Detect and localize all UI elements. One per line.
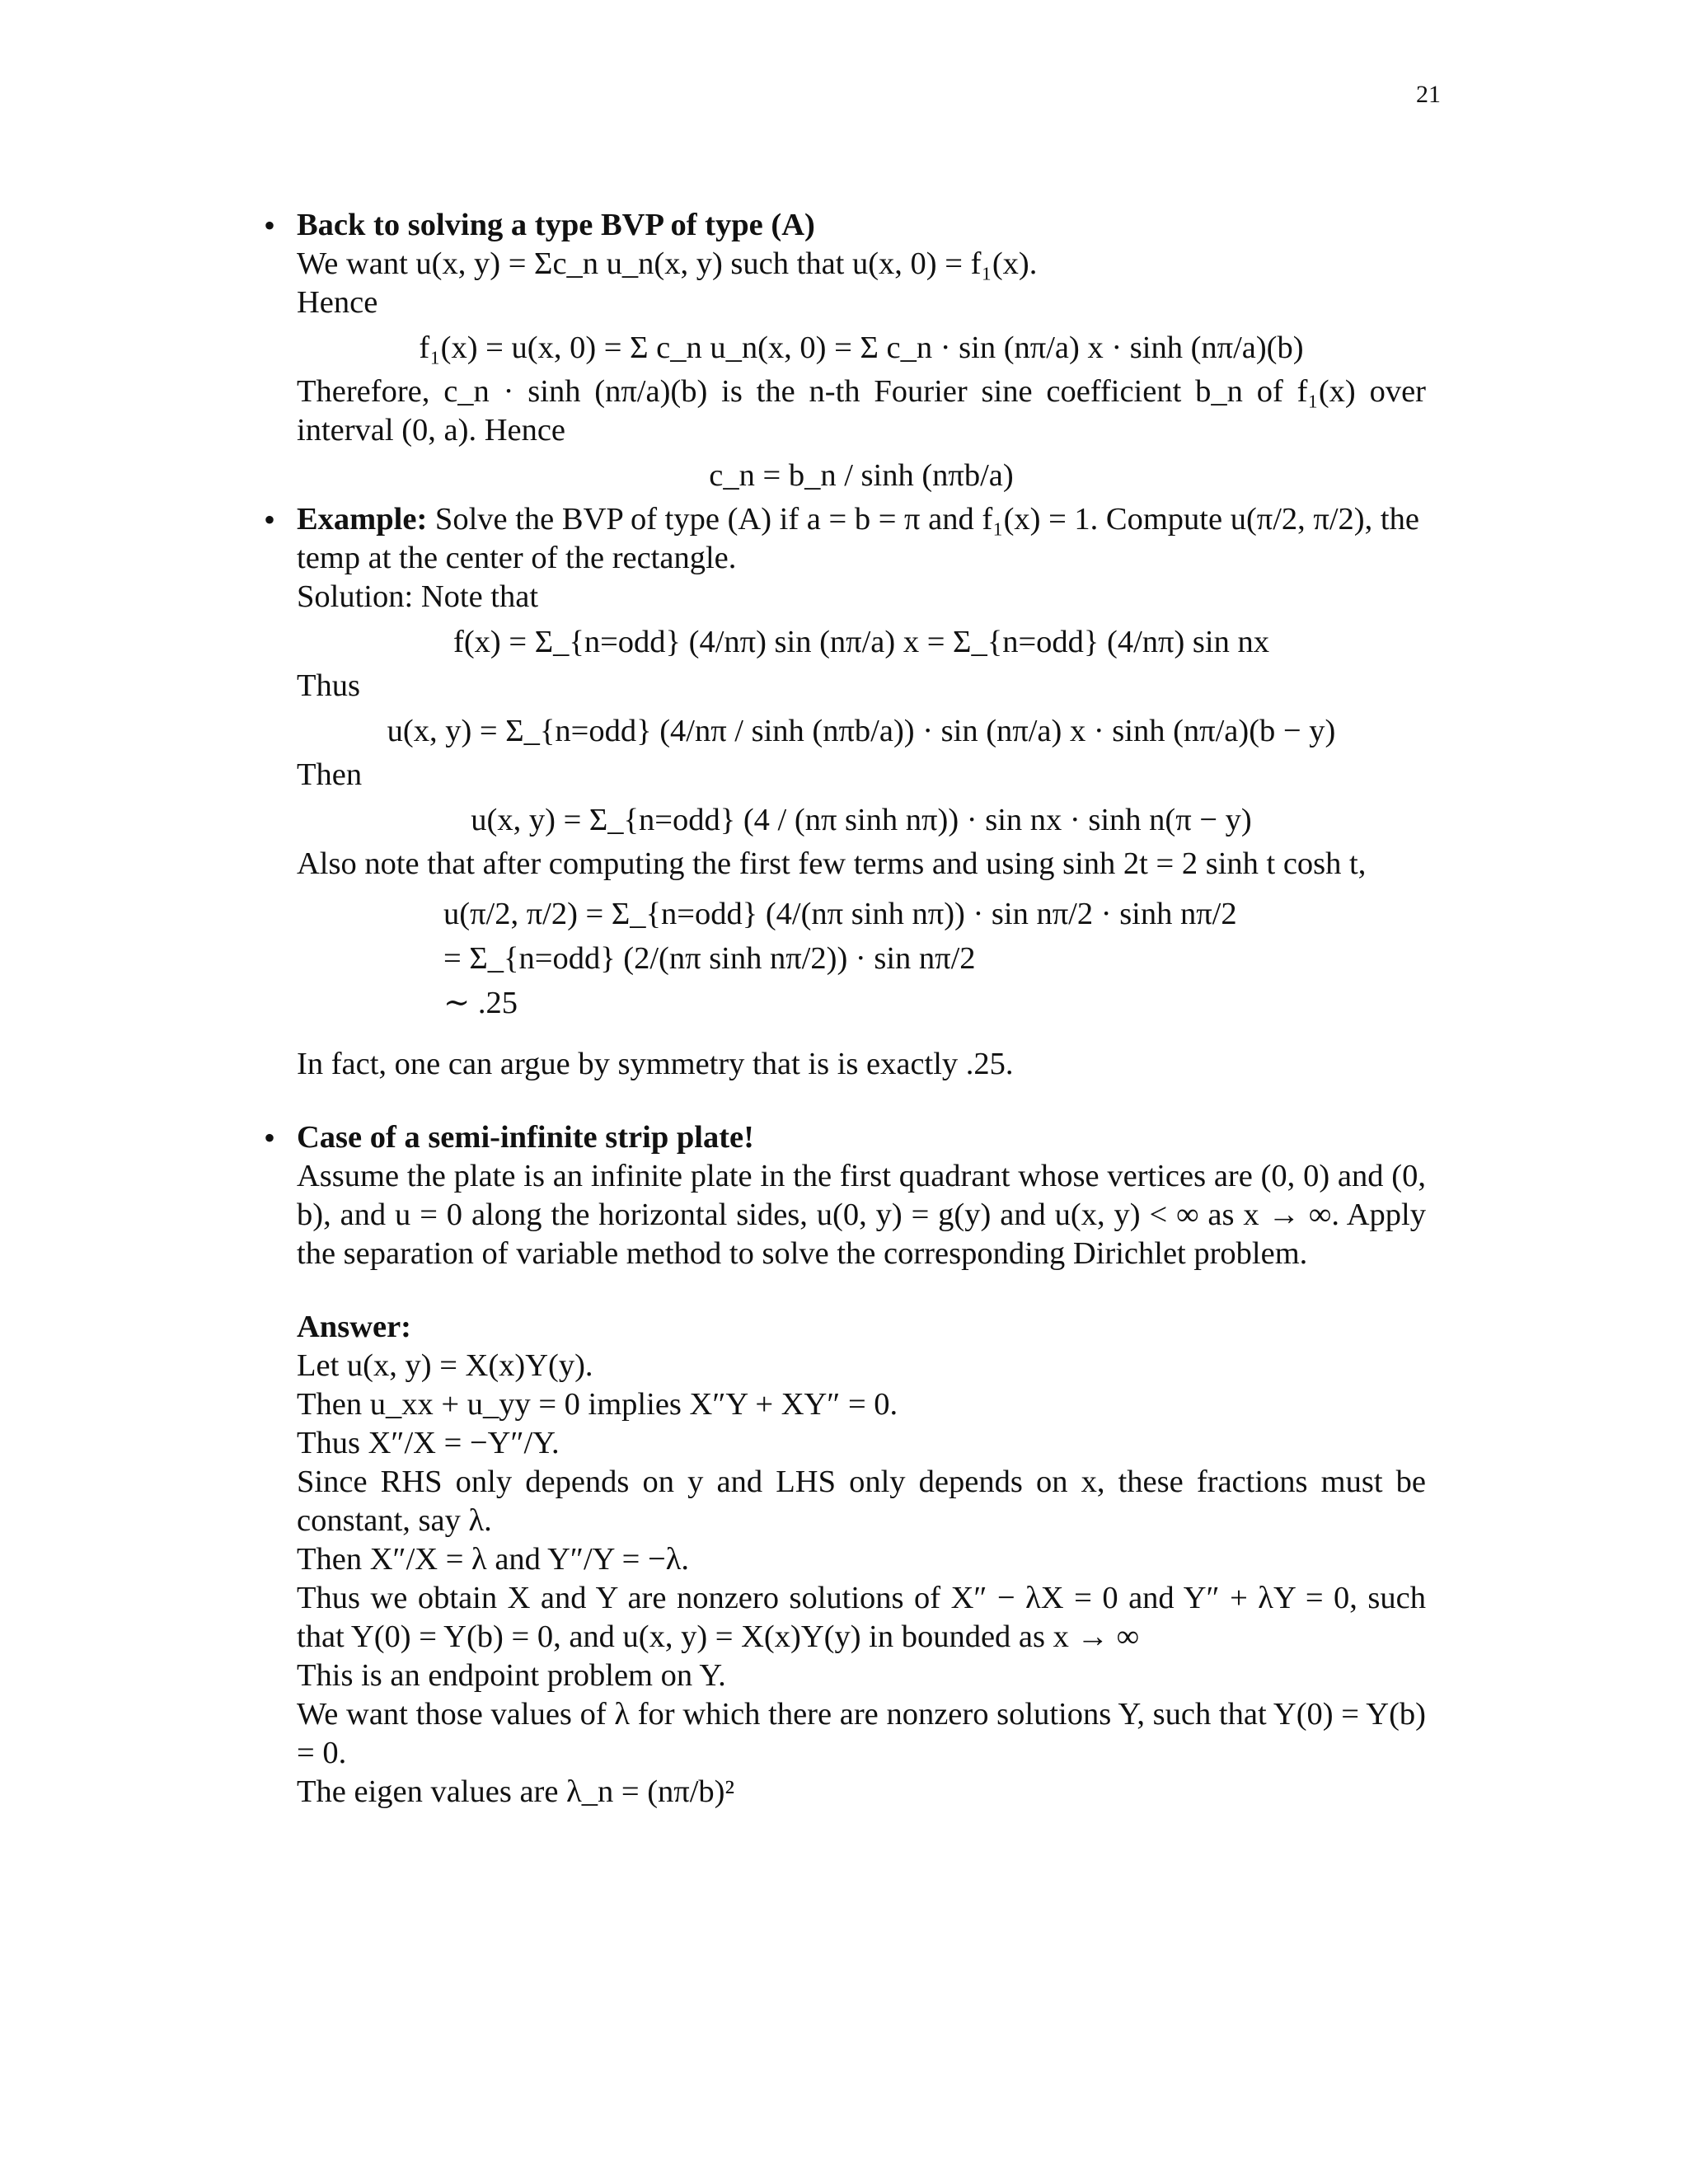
text-paragraph: Assume the plate is an infinite plate in the first quadrant whose vertices are (0, 0) and (0, b), and u = 0 along the horizontal sides, u(0, y) = g(y) and u(x, y) < ∞ as x → ∞. Apply the separation of variable method to solve the corresponding Dirichlet problem. — [297, 1159, 1426, 1271]
text-line: We want u(x, y) = Σc_n u_n(x, y) such that u(x, 0) = f₁(x). — [297, 246, 1038, 281]
example-text: Solve the BVP of type (A) if a = b = π and f₁(x) = 1. Compute u(π/2, π/2), the temp at the center of the rectangle. — [297, 502, 1419, 575]
equation: c_n = b_n / sinh (nπb/a) — [709, 458, 1014, 493]
equation: f(x) = Σ_{n=odd} (4/nπ) sin (nπ/a) x = Σ_{n=odd} (4/nπ) sin nx — [453, 625, 1269, 659]
text-line: Let u(x, y) = X(x)Y(y). — [297, 1348, 593, 1383]
section-example — [264, 500, 1426, 1084]
section-heading: • Back to solving a type BVP of type (A) — [297, 208, 815, 242]
equation: u(x, y) = Σ_{n=odd} (4/nπ / sinh (nπb/a)) · sin (nπ/a) x · sinh (nπ/a)(b − y) — [387, 714, 1336, 748]
page-content — [264, 206, 1426, 1811]
text-line: Then u_xx + u_yy = 0 implies X″Y + XY″ = 0. — [297, 1387, 898, 1422]
text-line: This is an endpoint problem on Y. — [297, 1658, 726, 1693]
text-line: The eigen values are λ_n = (nπ/b)² — [297, 1774, 735, 1809]
text-line: Thus we obtain X and Y are nonzero solutions of X″ − λX = 0 and Y″ + λY = 0, such that Y(0) = Y(b) = 0, and u(x, y) = X(x)Y(y) in bounded as x → ∞ — [297, 1581, 1426, 1654]
text-line: Thus X″/X = −Y″/Y. — [297, 1426, 560, 1460]
section-answer — [264, 1308, 1426, 1811]
text-line: Solution: Note that — [297, 579, 539, 614]
text-line: We want those values of λ for which there are nonzero solutions Y, such that Y(0) = Y(b) = 0. — [297, 1697, 1426, 1770]
text-line: Then X″/X = λ and Y″/Y = −λ. — [297, 1542, 689, 1577]
example-label: Example: — [297, 502, 428, 537]
equation-row: ∼ .25 — [443, 986, 518, 1020]
equation: u(x, y) = Σ_{n=odd} (4 / (nπ sinh nπ)) · sin nx · sinh n(π − y) — [471, 803, 1252, 837]
text-line: Therefore, c_n · sinh (nπ/a)(b) is the n-th Fourier sine coefficient b_n of f₁(x) over interval (0, a). Hence — [297, 374, 1426, 448]
text-line: Also note that after computing the first few terms and using sinh 2t = 2 sinh t cosh t, — [297, 846, 1367, 881]
text-line: Thus — [297, 668, 360, 703]
text-line: Then — [297, 757, 363, 792]
text-line: In fact, one can argue by symmetry that is is exactly .25. — [297, 1047, 1014, 1081]
page-number: 21 — [1416, 81, 1441, 108]
section-semi-infinite-strip — [264, 1118, 1426, 1273]
equation-row: u(π/2, π/2) = Σ_{n=odd} (4/(nπ sinh nπ)) · sin nπ/2 · sinh nπ/2 — [443, 897, 1237, 931]
equation: f₁(x) = u(x, 0) = Σ c_n u_n(x, 0) = Σ c_n · sin (nπ/a) x · sinh (nπ/a)(b) — [419, 330, 1304, 365]
answer-label: Answer: — [297, 1310, 411, 1344]
section-type-a — [264, 206, 1426, 495]
equation-array — [437, 892, 1244, 1025]
text-line: Hence — [297, 285, 378, 320]
section-heading: • Case of a semi-infinite strip plate! — [297, 1120, 754, 1155]
text-line: Since RHS only depends on y and LHS only depends on x, these fractions must be constant, say λ. — [297, 1465, 1426, 1538]
equation-row: = Σ_{n=odd} (2/(nπ sinh nπ/2)) · sin nπ/2 — [443, 941, 976, 976]
